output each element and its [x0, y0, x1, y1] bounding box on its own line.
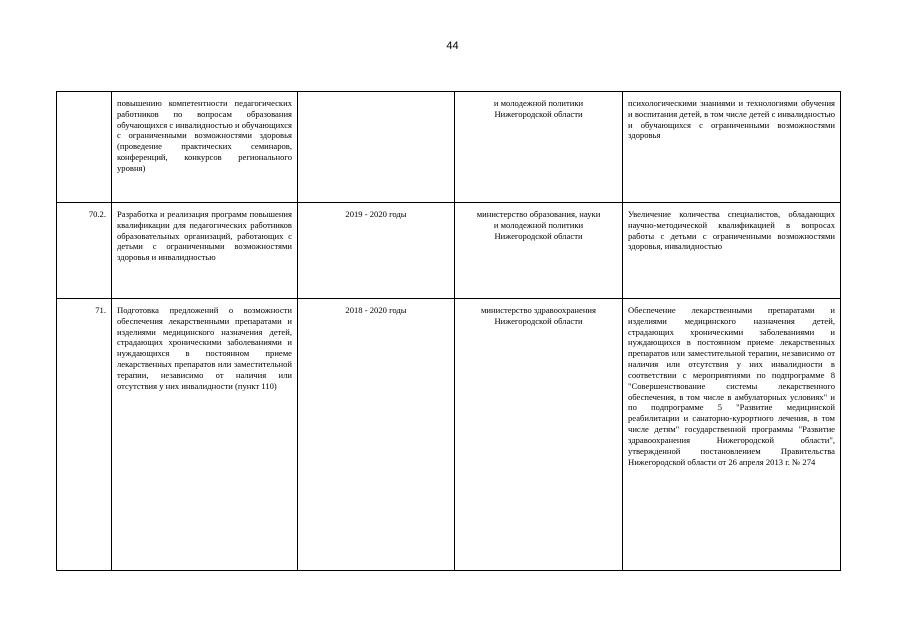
item-number: 71.: [57, 299, 112, 571]
activity-cell: повышению компетентности педагогических работников по вопросам образования обучающихся с инвалидностью и обучающихся с ограниченными возможностями здоровья (проведение практических семинаров, конференций, конкурсов регионального уровня): [112, 92, 298, 203]
result-cell: Обеспечение лекарственными препаратами и изделиями медицинского назначения детей, страдающих хроническими заболеваниями и нуждающихся в постоянном приеме лекарственных препаратов или заместительной терапии, независимо от наличия или отсутствия у них инвалидности в соответствии с мероприятиями по подпрограмме 8 "Совершенствование системы лекарственного обеспечения, в том числе в амбулаторных условиях" и по подпрограмме 5 "Развитие медицинской реабилитации и санаторно-курортного лечения, в том числе детям" государственной программы "Развитие здравоохранения Нижегородской области", утвержденной постановлением Правительства Нижегородской области от 26 апреля 2013 г. № 274: [623, 299, 841, 571]
page-number: 44: [446, 40, 459, 52]
activity-cell: Подготовка предложений о возможности обеспечения лекарственными препаратами и изделиями медицинского назначения детей, страдающих хроническими заболеваниями и нуждающихся в постоянном приеме лекарственных препаратов или заместительной терапии, независимо от наличия или отсутствия у них инвалидности (пункт 110): [112, 299, 298, 571]
term-cell: 2018 - 2020 годы: [298, 299, 455, 571]
item-number: 70.2.: [57, 203, 112, 299]
executor-cell: министерство образования, науки и молодежной политики Нижегородской области: [455, 203, 623, 299]
term-cell: [298, 92, 455, 203]
table-row: [57, 92, 841, 203]
activity-cell: Разработка и реализация программ повышения квалификации для педагогических работников образовательных организаций, работающих с детьми с ограниченными возможностями здоровья и инвалидностью: [112, 203, 298, 299]
result-cell: психологическими знаниями и технологиями обучения и воспитания детей, в том числе детей с инвалидностью и обучающихся с ограниченными возможностями здоровья: [623, 92, 841, 203]
result-cell: Увеличение количества специалистов, обладающих научно-методической квалификацией в вопросах работы с детьми с ограниченными возможностями здоровья, инвалидностью: [623, 203, 841, 299]
table-row: [57, 299, 841, 571]
item-number: [57, 92, 112, 203]
table-row: [57, 203, 841, 299]
measures-table: [56, 91, 841, 571]
term-cell: 2019 - 2020 годы: [298, 203, 455, 299]
executor-cell: министерство здравоохранения Нижегородской области: [455, 299, 623, 571]
executor-cell: и молодежной политики Нижегородской области: [455, 92, 623, 203]
